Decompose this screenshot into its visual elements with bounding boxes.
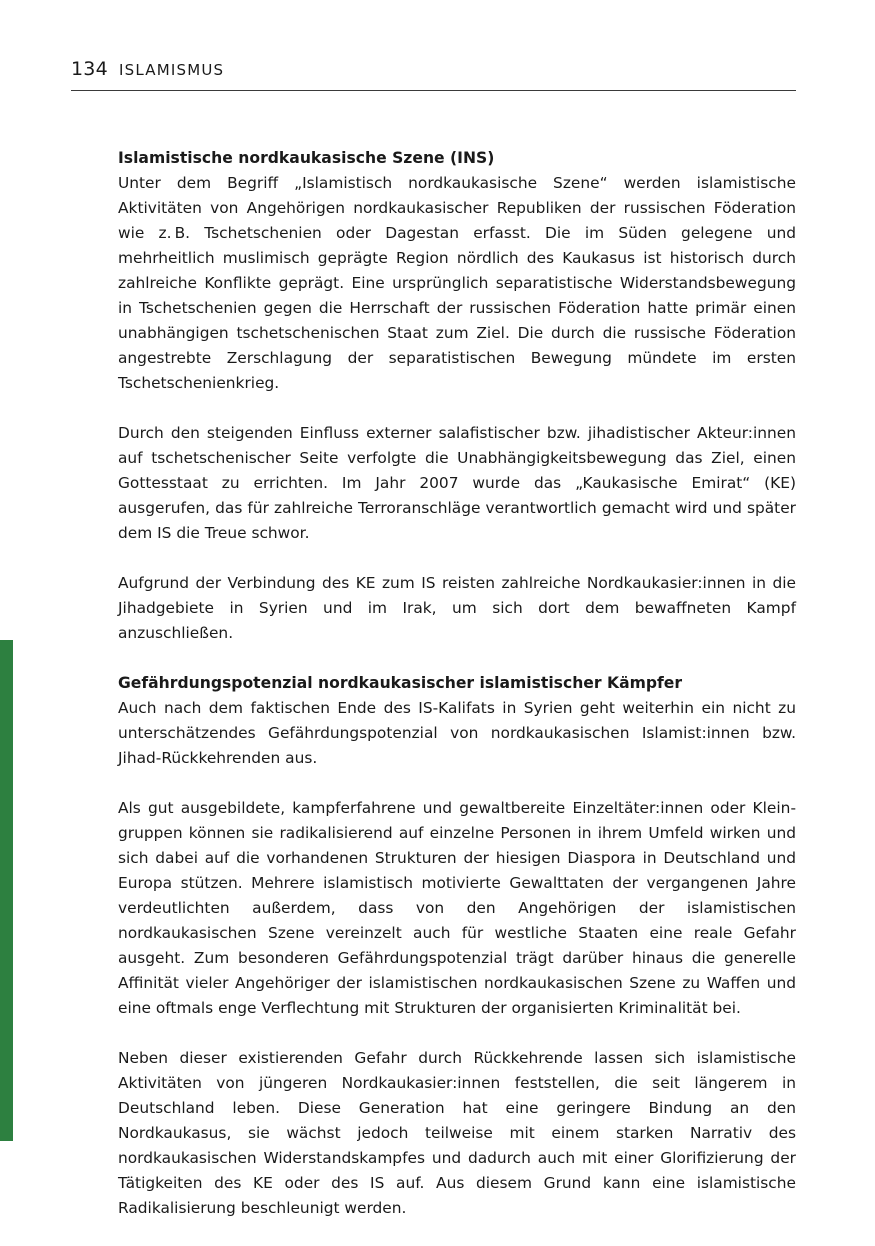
section-heading-ins: Islamistische nordkaukasische Szene (INS)	[118, 149, 495, 167]
paragraph: Durch den steigenden Einfluss externer salafistischer bzw. jihadistischer Akteur:innen auf tschetschenischer Seite verfolgte die Unabhängigkeitsbewegung das Ziel, einen Gottesstaat zu errichten. Im Jahr 2007 wurde das „Kaukasische Emirat“ (KE) ausgerufen, das für zahlreiche Terroranschläge verantwortlich gemacht wird und später dem IS die Treue schwor.	[118, 424, 796, 542]
section-heading-threat: Gefährdungspotenzial nordkaukasischer islamistischer Kämpfer	[118, 674, 683, 692]
chapter-marker-bar	[0, 640, 13, 1141]
paragraph: Aufgrund der Verbindung des KE zum IS reisten zahlreiche Nordkaukasier:innen in die Jihadgebiete in Syrien und im Irak, um sich dort dem bewaffneten Kampf anzuschließen.	[118, 574, 796, 642]
body-text	[118, 146, 796, 1246]
paragraph: Unter dem Begriff „Islamistisch nordkaukasische Szene“ werden islamistische Aktivitäten von Angehörigen nordkaukasischer Republiken der russischen Föderation wie z. B. Tschetschenien oder Dagestan erfasst. Die im Süden gelegene und mehrheitlich muslimisch geprägte Region nördlich des Kaukasus ist historisch durch zahlreiche Konflikte geprägt. Eine ursprünglich separatistische Widerstandsbewegung in Tschetschenien gegen die Herrschaft der russischen Föderation hatte primär einen unabhängigen tschetschenischen Staat zum Ziel. Die durch die russische Föderation angestrebte Zerschlagung der separatistischen Bewegung mündete im ersten Tschetschenienkrieg.	[118, 174, 796, 392]
running-title: ISLAMISMUS	[119, 61, 225, 79]
paragraph: Auch nach dem faktischen Ende des IS-Kalifats in Syrien geht weiterhin ein nicht zu unterschätzendes Gefährdungspotenzial von nordkaukasischen Islamist:innen bzw. Jihad-Rückkehrenden aus.	[118, 699, 796, 767]
page-number: 134	[71, 58, 108, 80]
paragraph: Als gut ausgebildete, kampferfahrene und gewaltbereite Einzeltäter:innen oder Kleingruppen können sie radikalisierend auf einzelne Personen in ihrem Umfeld wirken und sich dabei auf die vorhandenen Strukturen der hiesigen Diaspora in Deutschland und Europa stützen. Mehrere islamistisch motivierte Gewalttaten der vergangenen Jahre verdeutlichten außerdem, dass von den Angehörigen der islamistischen nordkaukasischen Szene vereinzelt auch für westliche Staaten eine reale Gefahr ausgeht. Zum besonderen Gefährdungspotenzial trägt darüber hinaus die generelle Affinität vieler Angehöriger der islamistischen nordkaukasischen Szene zu Waffen und eine oftmals enge Verflechtung mit Strukturen der organisierten Kriminalität bei.	[118, 799, 796, 1017]
running-header	[71, 56, 796, 91]
paragraph: Neben dieser existierenden Gefahr durch Rückkehrende lassen sich islamistische Aktivitäten von jüngeren Nordkaukasier:innen feststellen, die seit längerem in Deutschland leben. Diese Generation hat eine geringere Bindung an den Nordkaukasus, sie wächst jedoch teilweise mit einem starken Narrativ des nordkaukasischen Widerstandskampfes und dadurch auch mit einer Glorifizierung der Tätigkeiten des KE oder des IS auf. Aus diesem Grund kann eine islamistische Radikalisierung beschleunigt werden.	[118, 1049, 796, 1217]
